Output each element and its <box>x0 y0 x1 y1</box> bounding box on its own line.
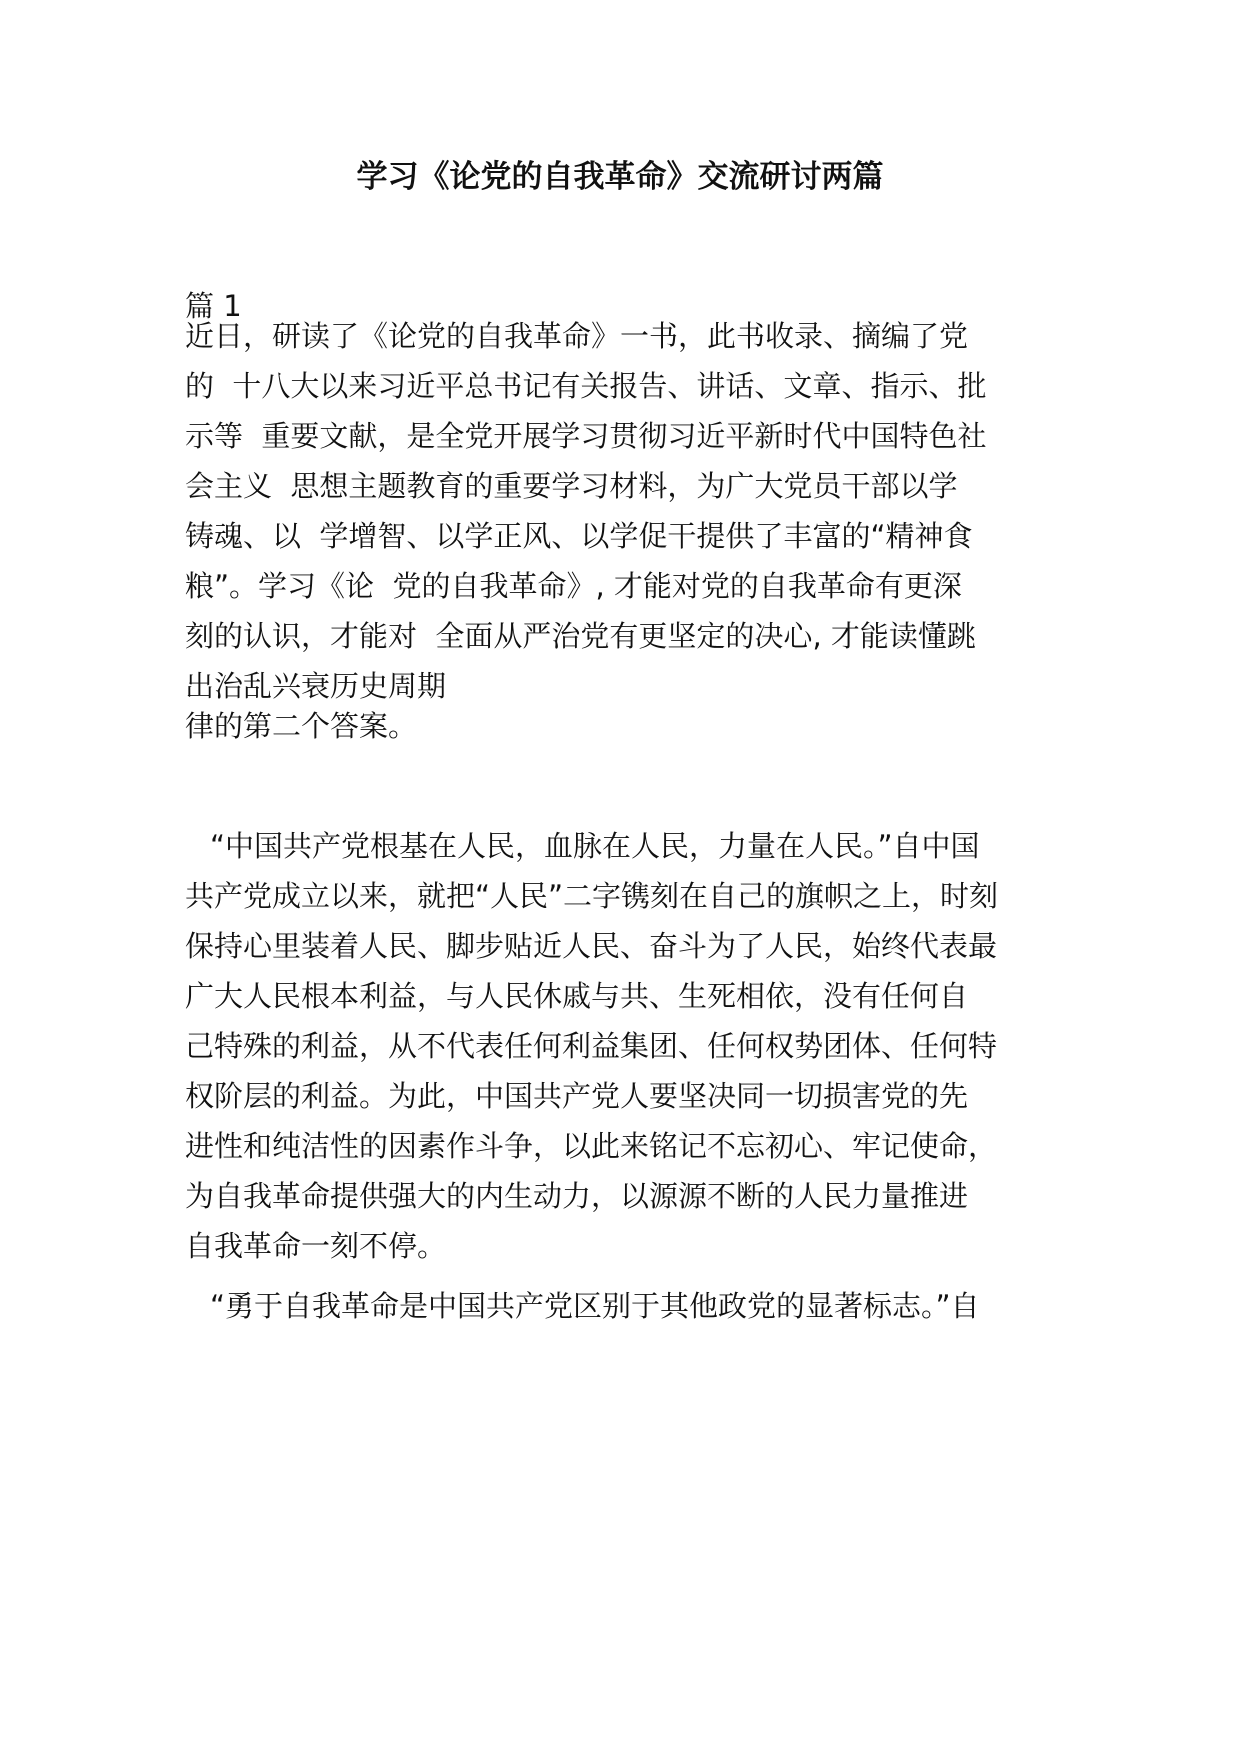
paragraph-2-line: 为自我革命提供强大的内生动力，以源源不断的人民力量推进 <box>185 1179 969 1213</box>
paragraph-2-line: 自我革命一刻不停。 <box>185 1229 447 1263</box>
paragraph-1-line: 会主义 思想主题教育的重要学习材料，为广大党员干部以学 <box>185 469 958 503</box>
paragraph-2-line: 共产党成立以来，就把“人民”二字镌刻在自己的旗帜之上，时刻 <box>185 879 999 913</box>
paragraph-1-line: 出治乱兴衰历史周期 <box>185 669 447 703</box>
paragraph-3-line: “勇于自我革命是中国共产党区别于其他政党的显著标志。”自 <box>210 1289 980 1323</box>
paragraph-2-line: 保持心里装着人民、脚步贴近人民、奋斗为了人民，始终代表最 <box>185 929 998 963</box>
paragraph-1-line: 铸魂、以 学增智、以学正风、以学促干提供了丰富的“精神食 <box>185 519 973 553</box>
paragraph-1-line: 粮”。学习《论 党的自我革命》, 才能对党的自我革命有更深 <box>185 569 962 603</box>
paragraph-2-line: 己特殊的利益，从不代表任何利益集团、任何权势团体、任何特 <box>185 1029 998 1063</box>
paragraph-1-line: 律的第二个答案。 <box>185 709 418 743</box>
section-label: 篇 1 <box>185 289 242 323</box>
paragraph-1-line: 近日，研读了《论党的自我革命》一书，此书收录、摘编了党 <box>185 319 969 353</box>
paragraph-2-line: 广大人民根本利益，与人民休戚与共、生死相依，没有任何自 <box>185 979 969 1013</box>
paragraph-1-line: 示等 重要文献，是全党开展学习贯彻习近平新时代中国特色社 <box>185 419 987 453</box>
paragraph-1-line: 刻的认识，才能对 全面从严治党有更坚定的决心, 才能读懂跳 <box>185 619 976 653</box>
paragraph-2-line: “中国共产党根基在人民，血脉在人民，力量在人民。”自中国 <box>210 829 980 863</box>
paragraph-2-line: 进性和纯洁性的因素作斗争，以此来铭记不忘初心、牢记使命， <box>185 1129 998 1163</box>
paragraph-2-line: 权阶层的利益。为此，中国共产党人要坚决同一切损害党的先 <box>185 1079 969 1113</box>
document-title: 学习《论党的自我革命》交流研讨两篇 <box>356 159 884 195</box>
paragraph-1-line: 的 十八大以来习近平总书记有关报告、讲话、文章、指示、批 <box>185 369 987 403</box>
